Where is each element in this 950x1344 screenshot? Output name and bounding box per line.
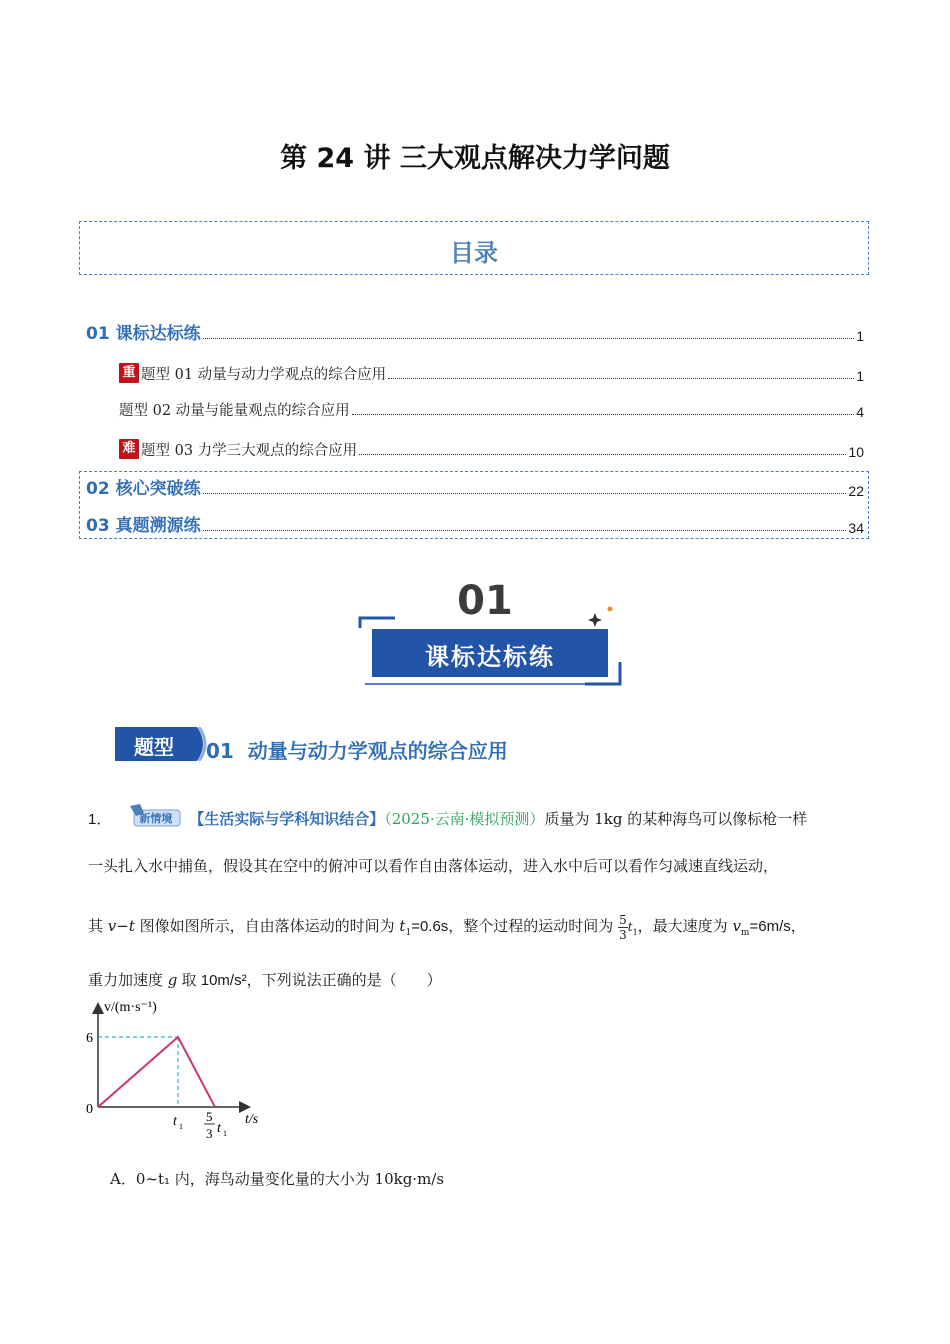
y-axis-label: v/(m·s⁻¹) xyxy=(104,1000,157,1015)
y-tick-6: 6 xyxy=(86,1031,93,1046)
toc-entry[interactable]: 02 核心突破练 22 xyxy=(86,479,864,499)
svg-text:1: 1 xyxy=(223,1129,227,1138)
difficult-badge-icon: 难 xyxy=(119,439,139,459)
x-tick-frac-den: 3 xyxy=(206,1126,213,1141)
question-line-4: 重力加速度 g 取 10m/s²，下列说法正确的是（ ） xyxy=(88,971,442,989)
fraction: $\frac{5}{3}$ xyxy=(619,912,627,942)
type-heading: 01 动量与动力学观点的综合应用 xyxy=(206,739,508,763)
origin-label: 0 xyxy=(86,1102,93,1117)
toc-entry[interactable]: 题型 02 动量与能量观点的综合应用 4 xyxy=(119,403,864,420)
toc-heading: 目录 xyxy=(450,239,498,267)
x-tick-t1: t xyxy=(173,1114,177,1129)
sparkle-icon xyxy=(588,613,602,627)
svg-text:1: 1 xyxy=(179,1122,183,1131)
toc-entry[interactable]: 重 题型 01 动量与动力学观点的综合应用 1 xyxy=(119,360,864,384)
toc-entry[interactable]: 难 题型 03 力学三大观点的综合应用 10 xyxy=(119,436,864,460)
vt-graph xyxy=(80,995,280,1145)
type-tag-label: 题型 xyxy=(134,735,174,759)
question-line-3: 其 v−t 图像如图所示，自由落体运动的时间为 $t_1=0.6s$，整个过程的运动时间为 $\frac{5}{3}$ $t_1$，最大速度为 $v_m=6m/s$， xyxy=(88,912,806,942)
section-number: 01 xyxy=(457,578,513,624)
question-line-1: 1． 新情境 【生活实际与学科知识结合】（2025·云南·模拟预测）质量为 1kg 的某种海鸟可以像标枪一样 xyxy=(88,804,807,829)
x-axis-label: t/s xyxy=(245,1112,259,1127)
svg-text:t: t xyxy=(217,1121,221,1136)
question-line-2: 一头扎入水中捕鱼，假设其在空中的俯冲可以看作自由落体运动，进入水中后可以看作匀减速直线运动， xyxy=(88,857,779,875)
toc-entry[interactable]: 01 课标达标练 1 xyxy=(86,324,864,344)
sparkle-dot-icon xyxy=(608,607,613,612)
velocity-curve xyxy=(98,1037,215,1107)
toc-entry[interactable]: 03 真题溯源练 34 xyxy=(86,516,864,536)
x-tick-frac-num: 5 xyxy=(206,1109,213,1124)
page-title: 第 24 讲 三大观点解决力学问题 xyxy=(280,143,670,174)
new-scenario-tag: 新情境 xyxy=(130,804,182,828)
section-name: 课标达标练 xyxy=(425,643,555,671)
option-a[interactable]: A．0~t₁ 内，海鸟动量变化量的大小为 10kg·m/s xyxy=(110,1170,445,1188)
key-badge-icon: 重 xyxy=(119,363,139,383)
